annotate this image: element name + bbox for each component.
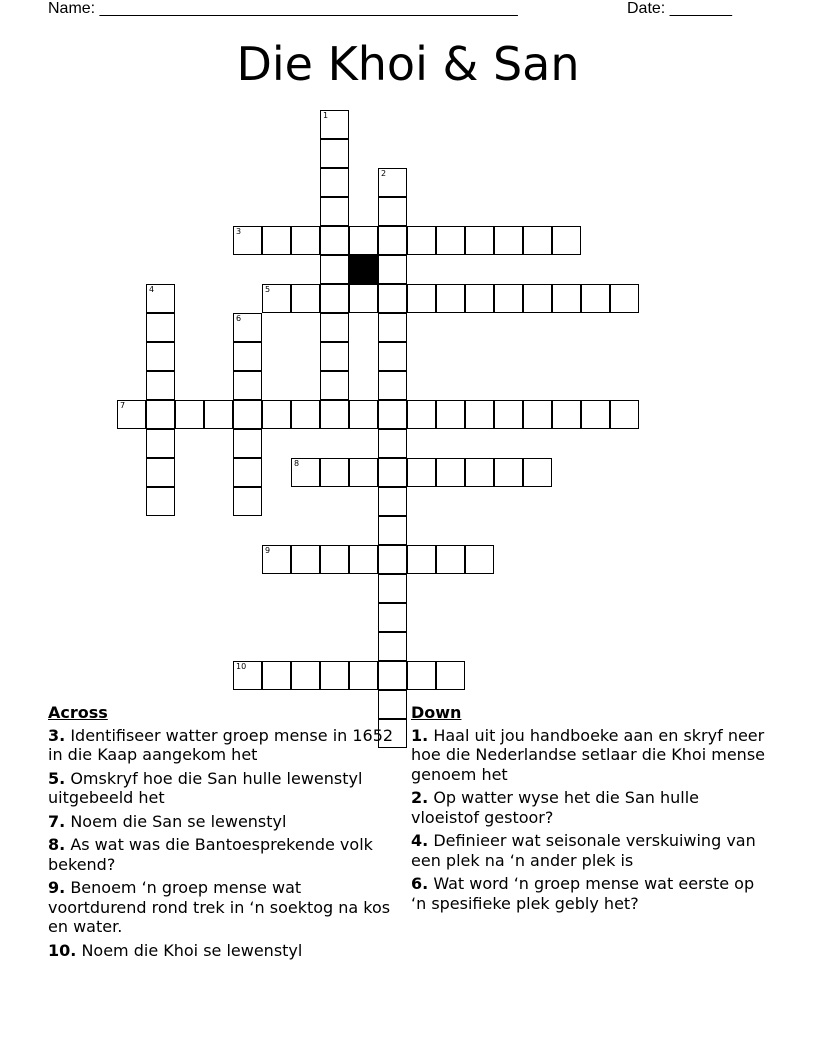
crossword-cell[interactable] [378,197,407,226]
clue-number: 3. [48,725,66,745]
crossword-cell[interactable] [378,632,407,661]
crossword-cell[interactable] [262,226,291,255]
clue-text: Omskryf hoe die San hulle lewenstyl uitgebeeld het [48,768,363,807]
crossword-cell[interactable] [320,110,349,139]
crossword-cell[interactable] [146,487,175,516]
clue-text: Noem die Khoi se lewenstyl [81,940,303,960]
crossword-cell[interactable] [291,458,320,487]
crossword-cell[interactable] [262,400,291,429]
crossword-cell[interactable] [378,545,407,574]
crossword-cell[interactable] [349,226,378,255]
crossword-cell[interactable] [378,458,407,487]
crossword-cell[interactable] [117,400,146,429]
crossword-cell[interactable] [233,226,262,255]
across-clue-5 [48,769,398,808]
crossword-cell[interactable] [320,168,349,197]
crossword-cell[interactable] [146,400,175,429]
crossword-cell[interactable] [378,371,407,400]
crossword-cell[interactable] [233,661,262,690]
crossword-cell[interactable] [465,400,494,429]
crossword-cell[interactable] [494,458,523,487]
crossword-cell[interactable] [552,226,581,255]
crossword-cell[interactable] [291,284,320,313]
crossword-cell[interactable] [378,255,407,284]
crossword-cell[interactable] [320,284,349,313]
crossword-cell[interactable] [610,400,639,429]
crossword-cell[interactable] [436,545,465,574]
date-field-line: Date: _______ [627,0,732,17]
crossword-cell[interactable] [262,661,291,690]
across-heading: Across [48,703,108,722]
crossword-cell[interactable] [465,545,494,574]
crossword-cell[interactable] [146,313,175,342]
across-clue-10 [48,941,398,961]
clue-number-label: 4 [149,285,155,294]
crossword-cell[interactable] [320,139,349,168]
clue-number-label: 2 [381,169,387,178]
crossword-cell[interactable] [494,226,523,255]
crossword-cell[interactable] [349,284,378,313]
down-clue-4 [411,831,771,870]
clue-number-label: 5 [265,285,271,294]
crossword-cell[interactable] [407,284,436,313]
crossword-cell[interactable] [320,255,349,284]
crossword-cell[interactable] [320,226,349,255]
down-clues [411,703,771,917]
name-field-line: Name: _______________________________________________ [48,0,518,17]
crossword-cell[interactable] [581,400,610,429]
clue-text: Op watter wyse het die San hulle vloeistof gestoor? [411,788,699,827]
crossword-cell[interactable] [378,400,407,429]
crossword-cell[interactable] [349,458,378,487]
crossword-cell[interactable] [378,342,407,371]
across-clues [48,703,398,964]
crossword-cell[interactable] [291,226,320,255]
crossword-cell[interactable] [349,661,378,690]
crossword-cell[interactable] [378,487,407,516]
crossword-cell[interactable] [494,400,523,429]
crossword-cell[interactable] [233,400,262,429]
crossword-cell[interactable] [320,400,349,429]
crossword-cell[interactable] [233,371,262,400]
crossword-cell[interactable] [436,226,465,255]
crossword-cell[interactable] [146,429,175,458]
crossword-cell[interactable] [436,400,465,429]
clue-number: 7. [48,811,66,831]
crossword-cell[interactable] [291,400,320,429]
crossword-cell[interactable] [146,371,175,400]
clue-number: 5. [48,768,66,788]
clue-number: 9. [48,878,66,897]
down-clue-1 [411,726,771,785]
crossword-cell[interactable] [465,226,494,255]
clue-number: 10. [48,940,77,960]
clue-text: Wat word ‘n groep mense wat eerste op ‘n spesifieke plek gebly het? [411,874,755,913]
crossword-cell[interactable] [233,429,262,458]
crossword-cell[interactable] [523,458,552,487]
crossword-cell[interactable] [378,168,407,197]
crossword-cell[interactable] [523,226,552,255]
across-clue-3 [48,726,398,765]
crossword-cell[interactable] [378,574,407,603]
crossword-cell[interactable] [494,284,523,313]
crossword-cell[interactable] [465,284,494,313]
clue-number: 6. [411,874,429,893]
crossword-cell[interactable] [610,284,639,313]
clue-number: 2. [411,788,429,807]
crossword-cell[interactable] [291,661,320,690]
crossword-cell[interactable] [407,226,436,255]
crossword-cell[interactable] [175,400,204,429]
crossword-cell[interactable] [233,458,262,487]
clue-text: Haal uit jou handboeke aan en skryf neer hoe die Nederlandse setlaar die Khoi mense genoem het [411,725,765,784]
clue-text: As wat was die Bantoesprekende volk bekend? [48,835,373,874]
down-clue-6 [411,874,771,913]
crossword-cell[interactable] [146,458,175,487]
crossword-cell[interactable] [291,545,320,574]
clue-number-label: 9 [265,546,271,555]
crossword-cell[interactable] [262,284,291,313]
crossword-cell[interactable] [436,284,465,313]
crossword-cell[interactable] [320,545,349,574]
crossword-cell[interactable] [146,342,175,371]
crossword-cell[interactable] [233,313,262,342]
clue-number-label: 1 [323,111,329,120]
crossword-cell[interactable] [378,603,407,632]
clue-number: 4. [411,831,429,850]
crossword-cell[interactable] [146,284,175,313]
clue-number-label: 7 [120,401,126,410]
crossword-cell[interactable] [378,429,407,458]
crossword-cell[interactable] [320,197,349,226]
crossword-cell[interactable] [378,226,407,255]
across-clue-7 [48,812,398,832]
crossword-cell[interactable] [349,545,378,574]
crossword-cell[interactable] [349,400,378,429]
clue-number-label: 8 [294,459,300,468]
crossword-cell[interactable] [581,284,610,313]
clue-number-label: 6 [236,314,242,323]
crossword-cell[interactable] [552,400,581,429]
clue-text: Definieer wat seisonale verskuiwing van een plek na ‘n ander plek is [411,831,756,870]
clue-text: Benoem ‘n groep mense wat voortdurend rond trek in ‘n soektog na kos en water. [48,878,391,936]
crossword-cell[interactable] [378,661,407,690]
clue-number-label: 3 [236,227,242,236]
crossword-cell[interactable] [523,284,552,313]
crossword-cell[interactable] [320,371,349,400]
clue-text: Noem die San se lewenstyl [70,811,287,831]
clue-number: 8. [48,835,66,854]
crossword-cell[interactable] [233,487,262,516]
crossword-cell[interactable] [378,516,407,545]
across-clue-9 [48,878,398,937]
crossword-cell[interactable] [233,342,262,371]
down-heading: Down [411,703,462,722]
across-clue-8 [48,835,398,874]
crossword-cell[interactable] [407,458,436,487]
crossword-cell[interactable] [320,313,349,342]
blocked-cell [349,255,378,284]
crossword-cell[interactable] [436,458,465,487]
clue-number-label: 10 [236,662,247,671]
crossword-cell[interactable] [407,661,436,690]
crossword-cell[interactable] [320,661,349,690]
crossword-cell[interactable] [262,545,291,574]
clue-text: Identifiseer watter groep mense in 1652 in die Kaap aangekom het [48,725,394,764]
crossword-cell[interactable] [407,545,436,574]
puzzle-title: Die Khoi & San [236,37,580,91]
crossword-cell[interactable] [204,400,233,429]
crossword-cell[interactable] [320,458,349,487]
crossword-cell[interactable] [407,400,436,429]
crossword-cell[interactable] [378,284,407,313]
down-clue-2 [411,788,771,827]
crossword-cell[interactable] [465,458,494,487]
clue-number: 1. [411,725,429,745]
crossword-cell[interactable] [552,284,581,313]
crossword-cell[interactable] [320,342,349,371]
crossword-cell[interactable] [523,400,552,429]
crossword-cell[interactable] [436,661,465,690]
crossword-cell[interactable] [378,313,407,342]
